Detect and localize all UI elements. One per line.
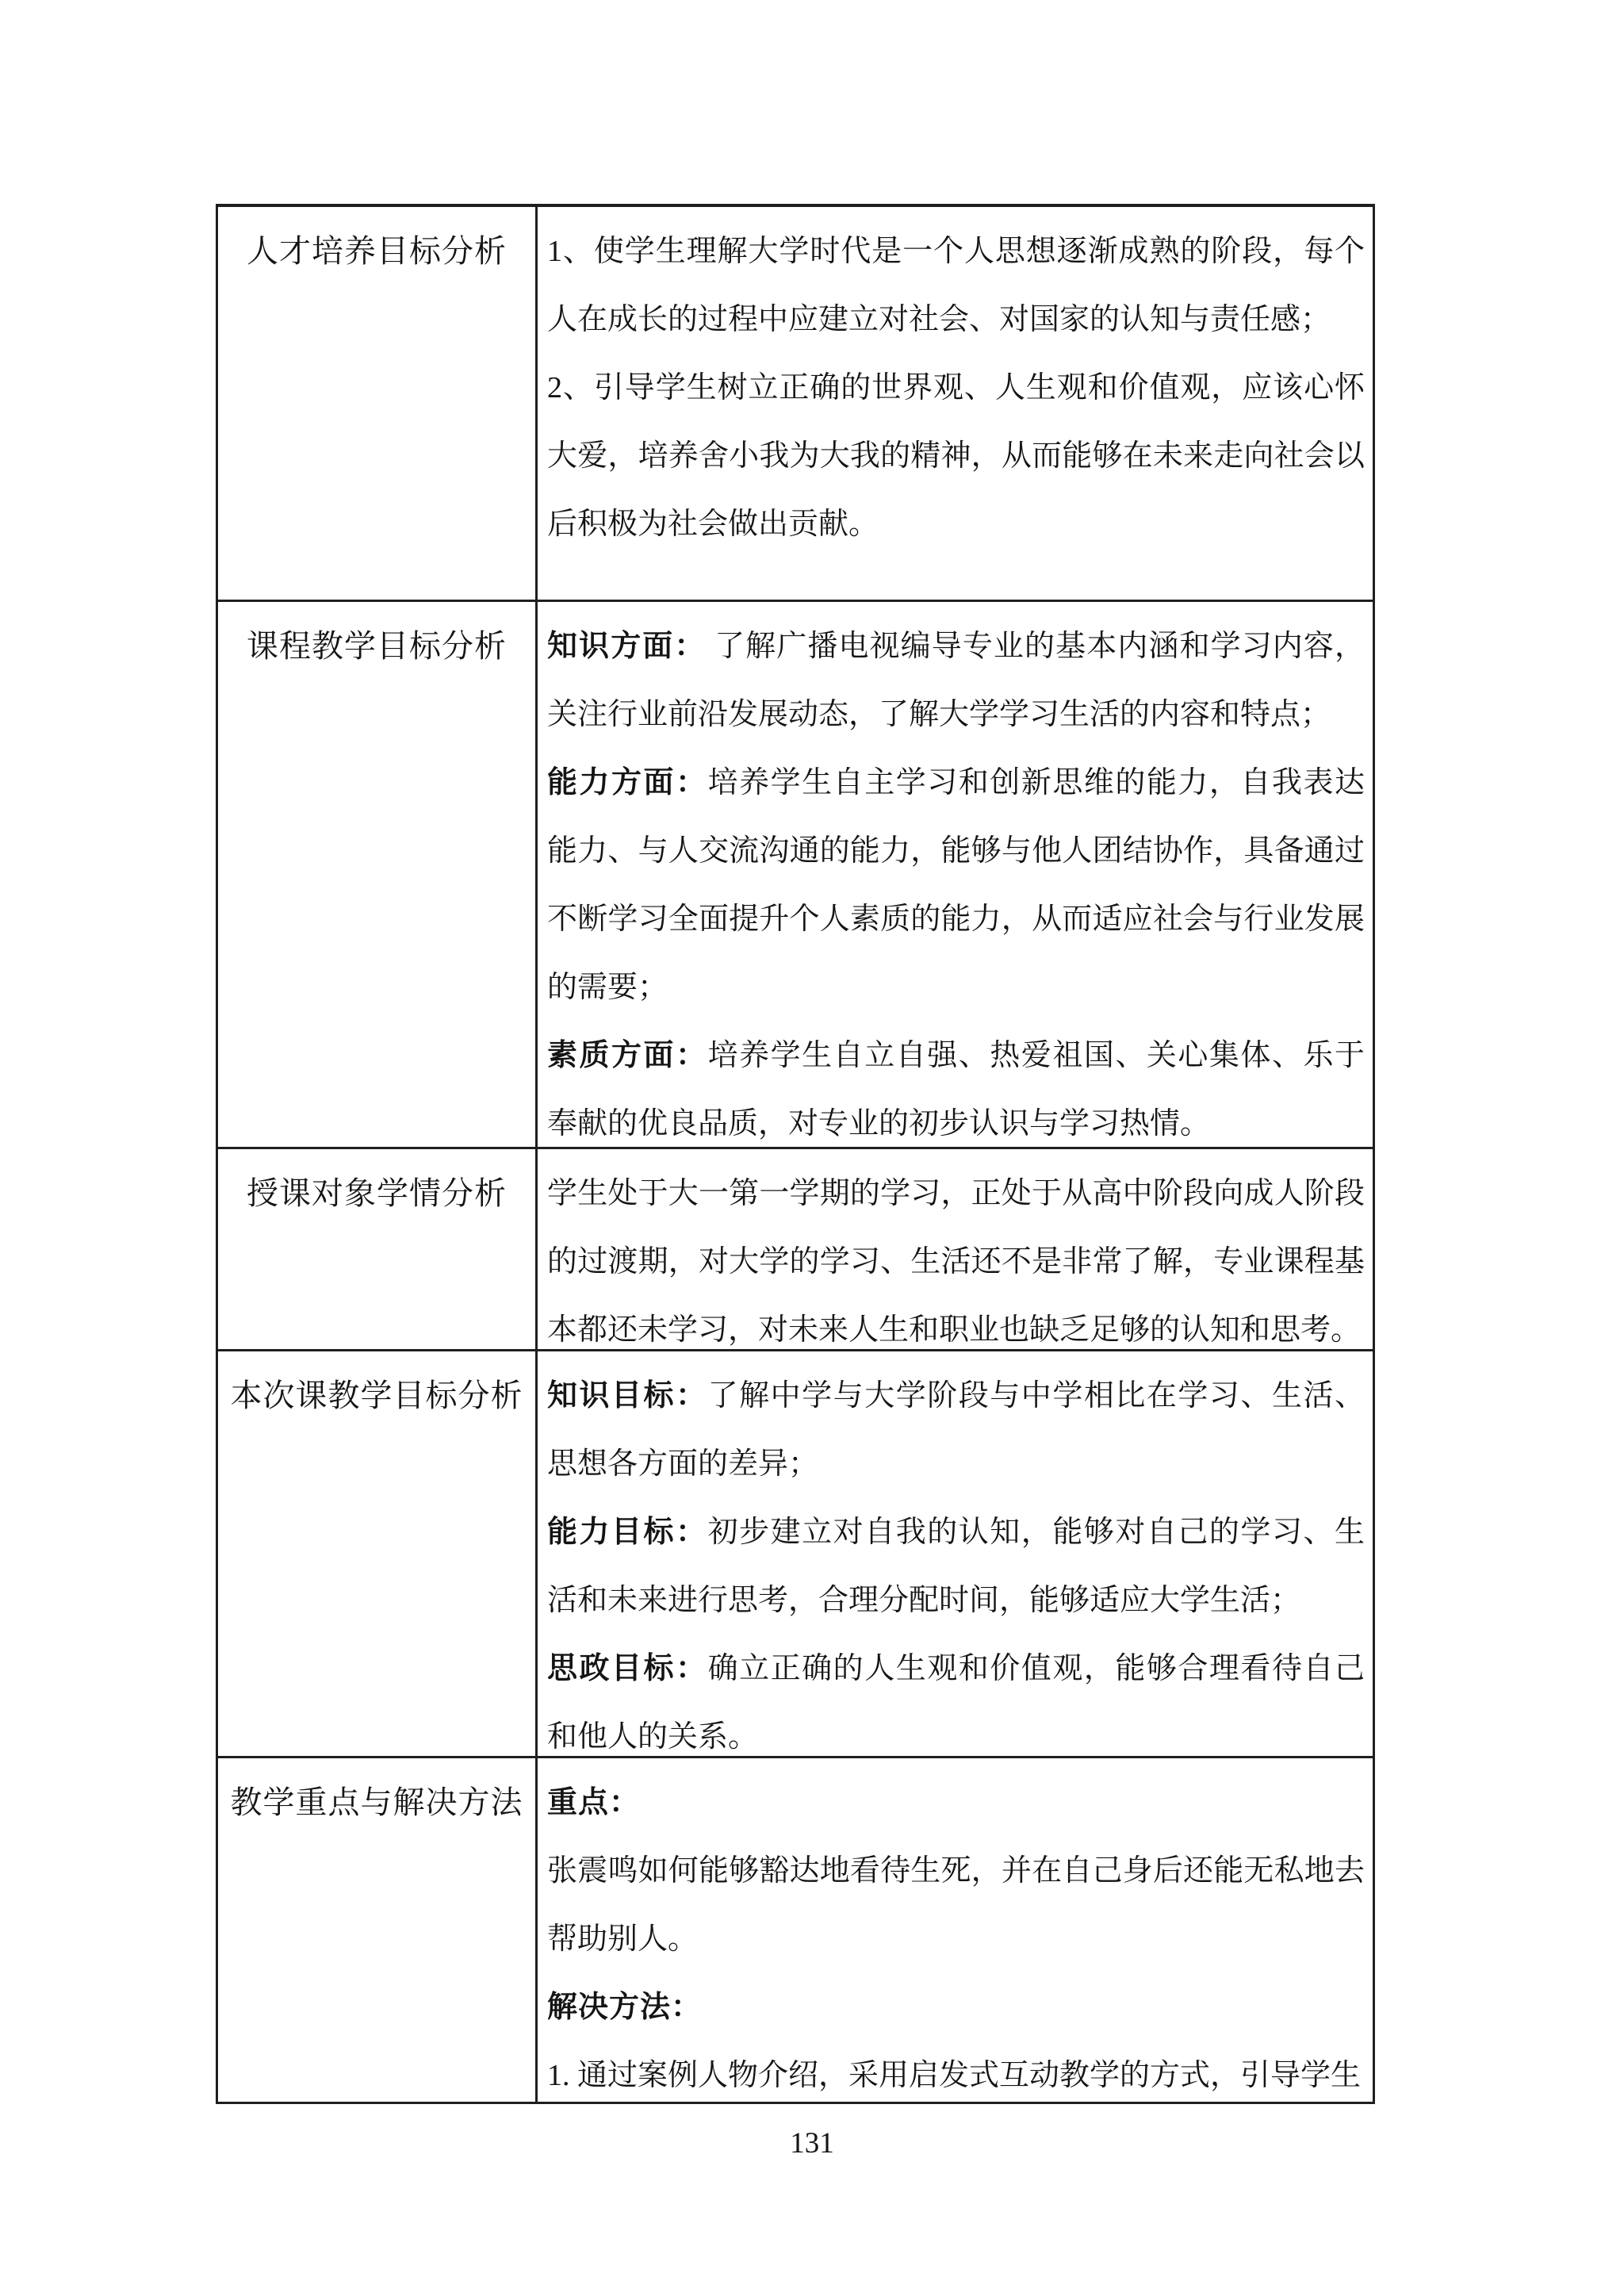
para-bold-label: 素质方面：: [547, 1039, 708, 1072]
para-bold-label: 知识方面：: [547, 630, 707, 663]
para-bold-label: 知识目标：: [547, 1379, 708, 1412]
para-text: 1、使学生理解大学时代是一个人思想逐渐成熟的阶段，每个人在成长的过程中应建立对社会、对国家的认知与责任感；: [547, 235, 1365, 336]
row-label-text: 人才培养目标分析: [247, 233, 507, 269]
table-row: [218, 1147, 1373, 1349]
table-row: [218, 600, 1373, 1147]
para-text: 了解广播电视编导专业的基本内涵和学习内容，关注行业前沿发展动态，了解大学学习生活的内容和特点；: [547, 630, 1365, 731]
paragraph: [547, 1022, 1365, 1147]
para-text: 培养学生自立自强、热爱祖国、关心集体、乐于奉献的优良品质，对专业的初步认识与学习热情。: [547, 1039, 1365, 1140]
paragraph: [547, 1362, 1365, 1498]
para-text: 学生处于大一第一学期的学习，正处于从高中阶段向成人阶段的过渡期，对大学的学习、生活还不是非常了解，专业课程基本都还未学习，对未来人生和职业也缺乏足够的认知和思考。: [547, 1177, 1365, 1347]
paragraph: [547, 612, 1365, 749]
page-number: 131: [790, 2127, 834, 2160]
paragraph: [547, 1769, 1365, 1837]
row-label-text: 课程教学目标分析: [247, 628, 507, 664]
para-bold-label: 重点：: [547, 1786, 641, 1819]
paragraph: [547, 1635, 1365, 1756]
row-content: [538, 1149, 1373, 1349]
para-text: 张震鸣如何能够豁达地看待生死，并在自己身后还能无私地去帮助别人。: [547, 1854, 1365, 1956]
para-bold-label: 思政目标：: [547, 1652, 708, 1685]
row-label: [218, 207, 538, 600]
paragraph: [547, 1973, 1365, 2041]
para-text: 了解中学与大学阶段与中学相比在学习、生活、思想各方面的差异；: [547, 1379, 1365, 1481]
row-label-text: 授课对象学情分析: [247, 1175, 507, 1211]
paragraph: [547, 1837, 1365, 1973]
row-content: [538, 1758, 1373, 2102]
table-row: [218, 1349, 1373, 1756]
row-label-text: 教学重点与解决方法: [230, 1784, 523, 1820]
row-label: [218, 602, 538, 1147]
row-content: [538, 602, 1373, 1147]
paragraph: [547, 749, 1365, 1022]
para-text: 2、引导学生树立正确的世界观、人生观和价值观，应该心怀大爱，培养舍小我为大我的精神，从而能够在未来走向社会以后积极为社会做出贡献。: [547, 371, 1365, 541]
lesson-plan-table: [216, 204, 1375, 2104]
paragraph: [547, 217, 1365, 354]
table-row: [218, 1756, 1373, 2102]
row-label: [218, 1149, 538, 1349]
para-text: 确立正确的人生观和价值观，能够合理看待自己和他人的关系。: [547, 1652, 1365, 1754]
para-text: 培养学生自主学习和创新思维的能力，自我表达能力、与人交流沟通的能力，能够与他人团结协作，具备通过不断学习全面提升个人素质的能力，从而适应社会与行业发展的需要；: [547, 766, 1365, 1004]
paragraph: [547, 1498, 1365, 1635]
paragraph: [547, 354, 1365, 558]
para-bold-label: 能力方面：: [547, 766, 708, 799]
paragraph: [547, 1159, 1365, 1349]
row-label: [218, 1351, 538, 1756]
row-label: [218, 1758, 538, 2102]
paragraph: [547, 2041, 1365, 2102]
para-bold-label: 能力目标：: [547, 1516, 708, 1549]
para-text: 初步建立对自我的认知，能够对自己的学习、生活和未来进行思考，合理分配时间，能够适应大学生活；: [547, 1516, 1365, 1617]
row-content: [538, 1351, 1373, 1756]
row-content: [538, 207, 1373, 600]
para-text: 1. 通过案例人物介绍，采用启发式互动教学的方式，引导学生: [547, 2059, 1362, 2092]
row-label-text: 本次课教学目标分析: [230, 1378, 523, 1413]
para-bold-label: 解决方法：: [547, 1991, 703, 2024]
table-row: [218, 207, 1373, 600]
